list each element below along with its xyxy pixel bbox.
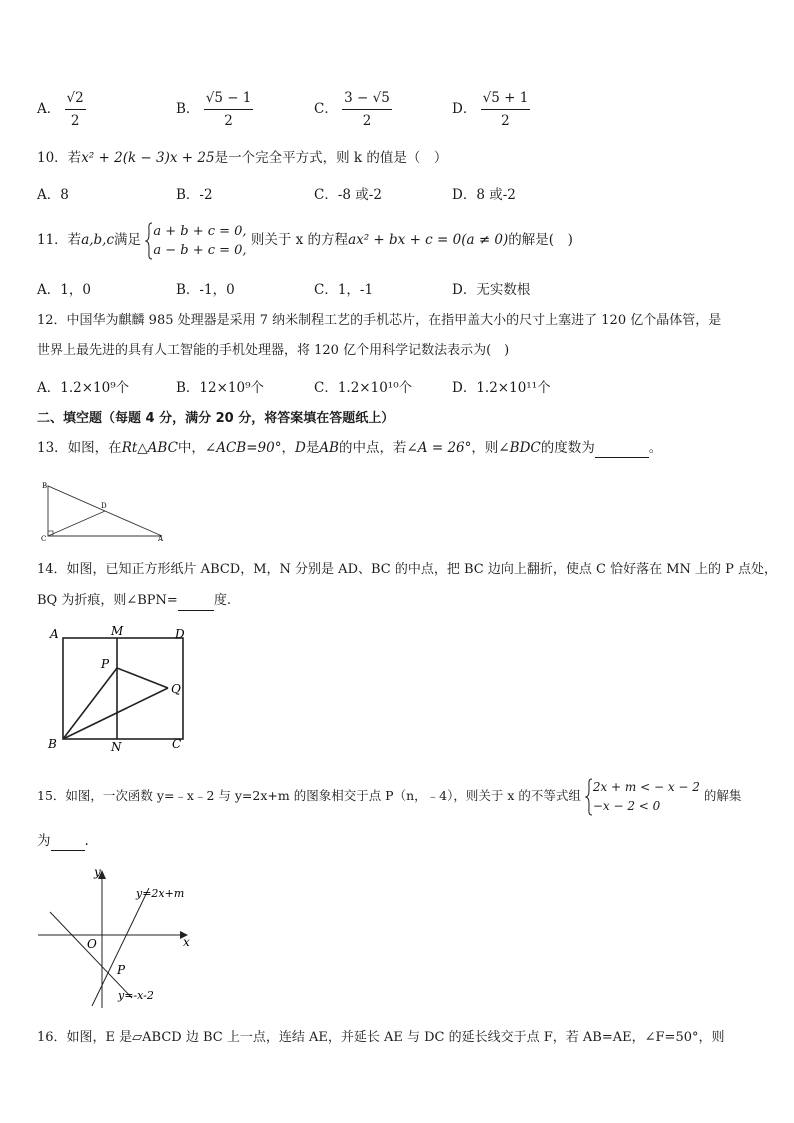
q11-option-a: A．1，0 xyxy=(37,282,91,298)
q11-option-d: D．无实数根 xyxy=(452,282,531,298)
fig14-label-b: B xyxy=(48,737,57,751)
q9-option-a: A． $\frac{√2}{2}$ xyxy=(37,90,84,129)
q9-option-c: C． $\frac{3 - √5}{2}$ xyxy=(314,90,390,129)
fig14-label-n: N xyxy=(111,740,122,754)
q15-stem-line1: 15．如图，一次函数 y=﹣x﹣2 与 y=2x+m 的图象相交于点 P（n，﹣4），则关于 x 的不等式组 2x + m < − x − 2 −x − 2 < 0 的解集 xyxy=(37,777,741,816)
fig13-label-d: D xyxy=(101,502,107,510)
q11-option-b: B．-1，0 xyxy=(176,282,235,298)
q15-stem-line2: 为 . xyxy=(37,833,89,849)
q12-option-d: D．1.2×10¹¹个 xyxy=(452,380,551,396)
q13-stem: 13．如图，在Rt△ABC中，∠ACB=90°，D是AB的中点，若∠A = 26°，则∠BDC的度数为 。 xyxy=(37,440,663,456)
q12-stem-line1: 12．中国华为麒麟 985 处理器是采用 7 纳米制程工艺的手机芯片，在指甲盖大小的尺寸上塞进了 120 亿个晶体管，是 xyxy=(37,313,722,328)
q12-option-b: B．12×10⁹个 xyxy=(176,380,265,396)
q11-equation-system: a + b + c = 0, a − b + c = 0, xyxy=(145,222,246,260)
brace-icon xyxy=(585,778,593,816)
q12-option-c: C．1.2×10¹⁰个 xyxy=(314,380,413,396)
fig14-label-p: P xyxy=(101,657,110,671)
fig13-label-b: B xyxy=(42,482,48,490)
q10-option-c: C．-8 或-2 xyxy=(314,187,382,203)
fig13-label-a: A xyxy=(158,535,164,542)
fig14-label-c: C xyxy=(172,737,182,751)
segment-bp xyxy=(63,668,117,739)
q13-triangle-figure xyxy=(38,478,166,542)
q14-stem-line2: BQ 为折痕，则∠BPN= 度. xyxy=(37,591,231,611)
fig14-label-a: A xyxy=(50,627,59,641)
segment-pq xyxy=(117,668,168,688)
fig15-label-y: y xyxy=(94,865,101,879)
q11-option-c: C．1，-1 xyxy=(314,282,374,298)
fig14-label-d: D xyxy=(175,627,185,641)
q9-option-c-fraction: $\frac{3 - √5}{2}$ xyxy=(344,90,390,129)
q16-stem-line1: 16．如图，E 是▱ABCD 边 BC 上一点，连结 AE，并延长 AE 与 DC 的延长线交于点 F，若 AB=AE，∠F=50°，则 xyxy=(37,1030,725,1045)
q14-stem-line1: 14．如图，已知正方形纸片 ABCD，M，N 分别是 AD、BC 的中点，把 BC 边向上翻折，使点 C 恰好落在 MN 上的 P 点处， xyxy=(37,562,778,577)
q9-option-d-fraction: $\frac{√5 + 1}{2}$ xyxy=(482,90,529,129)
q13-answer-blank[interactable] xyxy=(595,443,649,458)
q9-option-d: D． $\frac{√5 + 1}{2}$ xyxy=(452,90,529,129)
fig14-label-q: Q xyxy=(171,682,181,696)
fig15-label-line1: y=2x+m xyxy=(136,887,185,900)
fig15-label-p: P xyxy=(117,963,126,977)
fig13-label-c: C xyxy=(41,535,47,542)
segment-bq xyxy=(63,688,168,739)
q10-option-d: D．8 或-2 xyxy=(452,187,516,203)
q15-graph-figure xyxy=(36,864,196,1012)
fig15-label-x: x xyxy=(183,935,190,949)
line-y-minus-x-minus-2 xyxy=(50,912,132,998)
q10-stem: 10．若x² + 2(k − 3)x + 25是一个完全平方式，则 k 的值是（ ） xyxy=(37,150,448,166)
q12-stem-line2: 世界上最先进的具有人工智能的手机处理器，将 120 亿个用科学记数法表示为( ) xyxy=(37,343,510,358)
q9-option-b-fraction: $\frac{√5 - 1}{2}$ xyxy=(205,90,252,129)
q15-answer-blank[interactable] xyxy=(51,836,85,851)
q14-square-figure xyxy=(44,624,194,754)
section-heading-fill-in: 二、填空题（每题 4 分，满分 20 分，将答案填在答题纸上） xyxy=(37,411,395,426)
segment-cd xyxy=(48,511,105,536)
brace-icon xyxy=(145,222,153,260)
q12-option-a: A．1.2×10⁹个 xyxy=(37,380,130,396)
fig15-label-line2: y=-x-2 xyxy=(118,989,154,1002)
q14-answer-blank[interactable] xyxy=(178,596,214,611)
q15-inequality-system: 2x + m < − x − 2 −x − 2 < 0 xyxy=(585,778,700,816)
q10-option-a: A．8 xyxy=(37,187,69,203)
q11-stem: 11．若a,b,c满足 a + b + c = 0, a − b + c = 0, 则关于 x 的方程ax² + bx + c = 0(a ≠ 0)的解是( ) xyxy=(37,223,573,258)
square-abcd xyxy=(63,638,183,739)
q9-option-b: B． $\frac{√5 - 1}{2}$ xyxy=(176,90,252,129)
q9-option-a-fraction: $\frac{√2}{2}$ xyxy=(66,90,84,129)
q10-option-b: B．-2 xyxy=(176,187,213,203)
fig14-label-m: M xyxy=(111,624,124,638)
fig15-label-origin: O xyxy=(87,937,97,951)
